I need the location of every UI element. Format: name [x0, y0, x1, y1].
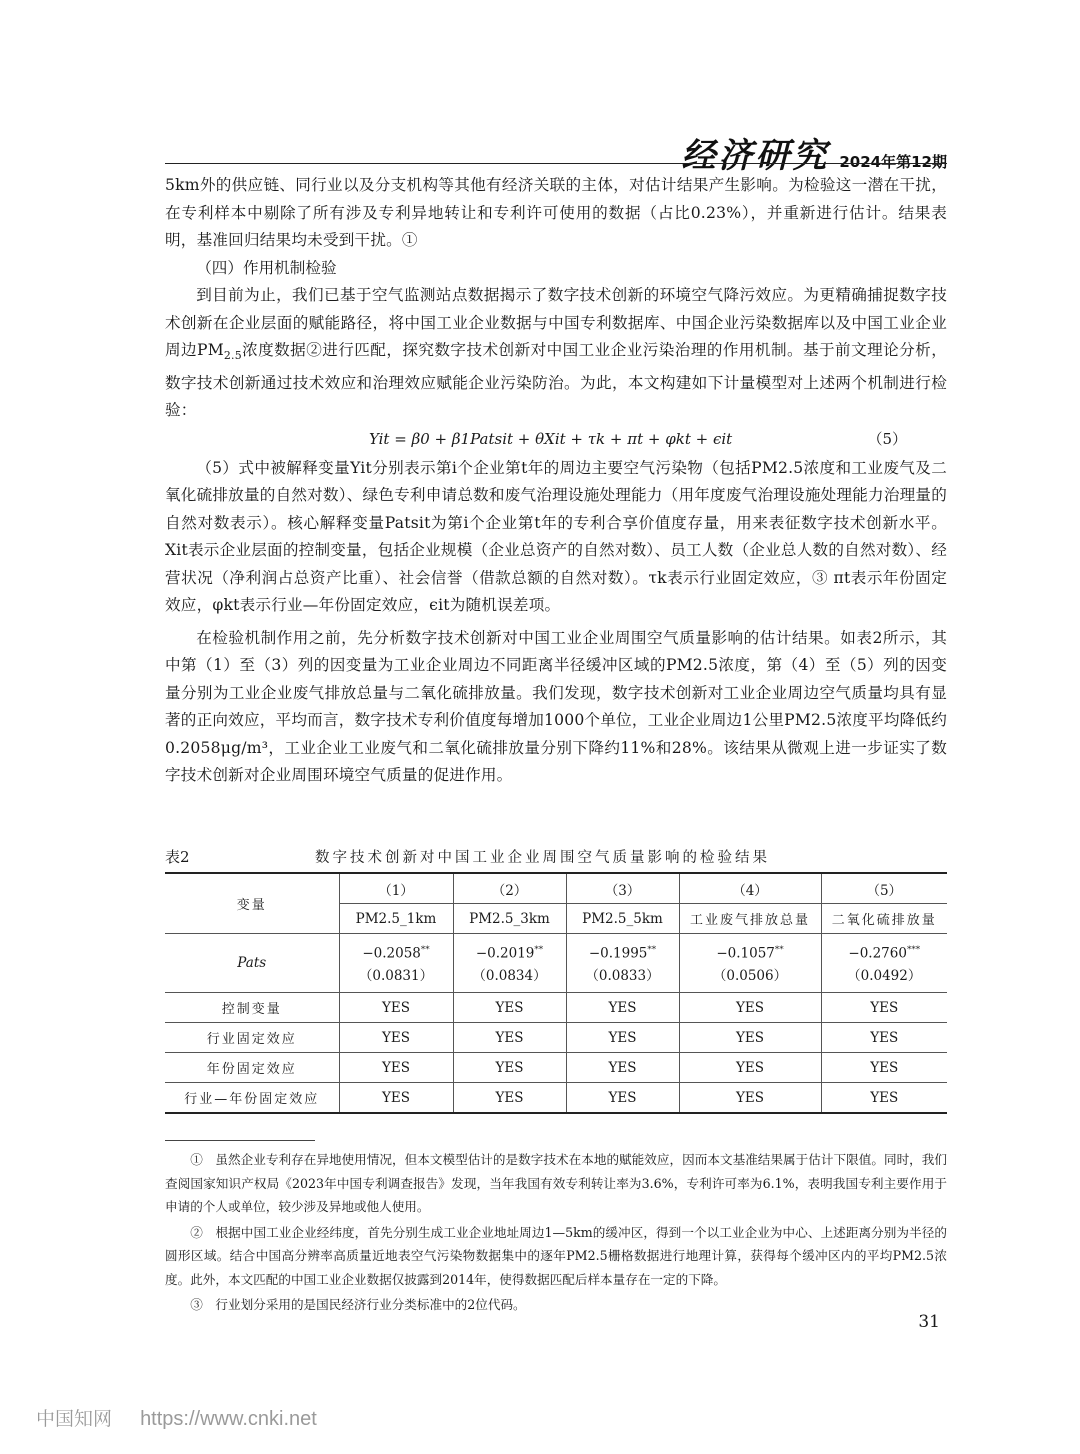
- table-cell: YES: [679, 1083, 821, 1114]
- pm-subscript: 2.5: [223, 349, 242, 363]
- significance-stars: **: [534, 945, 544, 956]
- results-table: [165, 872, 947, 1114]
- table-var-header: 变量: [165, 873, 339, 934]
- watermark-brand: 中国知网: [36, 1408, 113, 1430]
- table-col-name: PM2.5_1km: [339, 904, 453, 934]
- std-error: （0.0831）: [358, 967, 434, 984]
- table-row-label: Pats: [165, 934, 339, 993]
- table-cell: YES: [821, 993, 947, 1023]
- coefficient: −0.2019: [475, 945, 535, 962]
- page-number: 31: [918, 1312, 940, 1332]
- table-caption: [165, 846, 947, 868]
- table-col-number: （5）: [821, 873, 947, 904]
- paragraph-3: （5）式中被解释变量Yit分别表示第i个企业第t年的周边主要空气污染物（包括PM2.5浓度和工业废气及二氧化硫排放量的自然对数）、绿色专利申请总数和废气治理设施处理能力（用年度废气治理设施处理能力治理量的自然对数表示）。核心解释变量Patsit为第i个企业第t年的专利合享价值度存量，用来表征数字技术创新水平。Xit表示企业层面的控制变量，包括企业规模（企业总资产的自然对数）、员工人数（企业总人数的自然对数）、经营状况（净利润占总资产比重）、社会信誉（借款总额的自然对数）。τk表示行业固定效应，③ πt表示年份固定效应，φkt表示行业—年份固定效应，ϵit为随机误差项。: [165, 458, 947, 615]
- equation-formula: Yit = β0 + β1Patsit + θXit + τk + πt + φkt + ϵit: [369, 429, 733, 448]
- equation-number: （5）: [867, 429, 907, 448]
- journal-name: 经济研究: [681, 136, 830, 176]
- table-col-number: （1）: [339, 873, 453, 904]
- issue-label: 2024年第12期: [839, 153, 947, 171]
- table-cell: YES: [339, 1023, 453, 1053]
- table-col-name: PM2.5_3km: [453, 904, 566, 934]
- coefficient: −0.2058: [362, 945, 421, 962]
- table-cell: [339, 934, 453, 993]
- table-row-label: 行业固定效应: [165, 1023, 339, 1053]
- section-title: （四）作用机制检验: [196, 258, 337, 277]
- table-col-name: 二氧化硫排放量: [821, 904, 947, 934]
- watermark-url[interactable]: https://www.cnki.net: [140, 1408, 317, 1430]
- table-cell: [453, 934, 566, 993]
- table-cell: YES: [339, 1083, 453, 1114]
- table-col-number: （3）: [566, 873, 679, 904]
- table-cell: YES: [821, 1053, 947, 1083]
- paragraph-4: 在检验机制作用之前，先分析数字技术创新对中国工业企业周围空气质量影响的估计结果。如表2所示，其中第（1）至（3）列的因变量为工业企业周边不同距离半径缓冲区域的PM2.5浓度，第（4）至（5）列的因变量分别为工业企业废气排放总量与二氧化硫排放量。我们发现，数字技术创新对工业企业周边空气质量均具有显著的正向效应，平均而言，数字技术专利价值度每增加1000个单位，工业企业周边1公里PM2.5浓度平均降低约0.2058μg/m³，工业企业工业废气和二氧化硫排放量分别下降约11%和28%。该结果从微观上进一步证实了数字技术创新对企业周围环境空气质量的促进作用。: [165, 628, 947, 785]
- paragraph-2-part-a: 到目前为止，我们已基于空气监测站点数据揭示了数字技术创新的环境空气降污效应。为更精确捕捉数字技术创新在企业层面的赋能路径，将中国工业企业数据与中国专利数据库、中国企业污染数据库以及中国工业企业周边PM: [165, 286, 947, 359]
- table-row: [165, 1023, 947, 1053]
- table-cell: [821, 934, 947, 993]
- table-col-number: （4）: [679, 873, 821, 904]
- table-cell: YES: [679, 1053, 821, 1083]
- table-cell: [566, 934, 679, 993]
- table-row-label: 控制变量: [165, 993, 339, 1023]
- table-cell: YES: [821, 1083, 947, 1114]
- table-col-name: PM2.5_5km: [566, 904, 679, 934]
- table-row: [165, 1083, 947, 1114]
- table-row-pats: [165, 934, 947, 993]
- coefficient: −0.1057: [716, 945, 775, 962]
- table-row-label: 行业—年份固定效应: [165, 1083, 339, 1114]
- table-cell: YES: [453, 1083, 566, 1114]
- table-label: 表2: [165, 848, 190, 866]
- footnotes: [165, 1148, 947, 1319]
- std-error: （0.0492）: [847, 967, 922, 984]
- paragraph-2-part-b: 浓度数据②进行匹配，探究数字技术创新对中国工业企业污染治理的作用机制。基于前文理论分析，数字技术创新通过技术效应和治理效应赋能企业污染防治。为此，本文构建如下计量模型对上述两个机制进行检验：: [165, 341, 947, 420]
- table-title: 数字技术创新对中国工业企业周围空气质量影响的检验结果: [315, 850, 770, 866]
- footnote-1: ① 虽然企业专利存在异地使用情况，但本文模型估计的是数字技术在本地的赋能效应，因而本文基准结果属于估计下限值。同时，我们查阅国家知识产权局《2023年中国专利调查报告》发现，当年我国有效专利转让率为3.6%，专利许可率为6.1%，表明我国专利主要作用于申请的个人或单位，较少涉及异地或他人使用。: [165, 1152, 947, 1214]
- table-cell: [679, 934, 821, 993]
- table-cell: YES: [339, 993, 453, 1023]
- table-col-number: （2）: [453, 873, 566, 904]
- footnote-2: ② 根据中国工业企业经纬度，首先分别生成工业企业地址周边1—5km的缓冲区，得到一个以工业企业为中心、上述距离分别为半径的圆形区域。结合中国高分辨率高质量近地表空气污染物数据集中的逐年PM2.5栅格数据进行地理计算，获得每个缓冲区内的平均PM2.5浓度。此外，本文匹配的中国工业企业数据仅披露到2014年，使得数据匹配后样本量存在一定的下降。: [165, 1224, 947, 1287]
- table-cell: YES: [566, 1053, 679, 1083]
- table-cell: YES: [453, 1053, 566, 1083]
- table-cell: YES: [566, 1083, 679, 1114]
- std-error: （0.0506）: [712, 967, 788, 984]
- equation-5: [165, 426, 947, 453]
- table-col-name: 工业废气排放总量: [679, 904, 821, 934]
- table-cell: YES: [679, 993, 821, 1023]
- body-text: [165, 172, 947, 790]
- table-cell: YES: [339, 1053, 453, 1083]
- paragraph-2: [165, 282, 947, 425]
- table-cell: YES: [453, 1023, 566, 1053]
- table-row-label: 年份固定效应: [165, 1053, 339, 1083]
- table-cell: YES: [453, 993, 566, 1023]
- paragraph-1: 5km外的供应链、同行业以及分支机构等其他有经济关联的主体，对估计结果产生影响。为检验这一潜在干扰，在专利样本中剔除了所有涉及专利异地转让和专利许可使用的数据（占比0.23%），并重新进行估计。结果表明，基准回归结果均未受到干扰。①: [165, 176, 947, 249]
- table-row: [165, 1053, 947, 1083]
- watermark: [36, 1404, 317, 1431]
- table-cell: YES: [679, 1023, 821, 1053]
- coefficient: −0.2760: [848, 945, 907, 962]
- footnote-3: ③ 行业划分采用的是国民经济行业分类标准中的2位代码。: [190, 1297, 526, 1312]
- footnote-rule: [165, 1140, 315, 1141]
- significance-stars: ***: [906, 945, 921, 956]
- table-header-row-1: [165, 873, 947, 904]
- table-cell: YES: [566, 1023, 679, 1053]
- table-row: [165, 993, 947, 1023]
- significance-stars: **: [774, 945, 784, 956]
- coefficient: −0.1995: [588, 945, 648, 962]
- std-error: （0.0834）: [472, 967, 547, 984]
- table-cell: YES: [566, 993, 679, 1023]
- significance-stars: **: [420, 945, 430, 956]
- std-error: （0.0833）: [585, 967, 660, 984]
- table-cell: YES: [821, 1023, 947, 1053]
- significance-stars: **: [647, 945, 657, 956]
- page-header: [681, 128, 947, 177]
- header-rule: [165, 163, 947, 164]
